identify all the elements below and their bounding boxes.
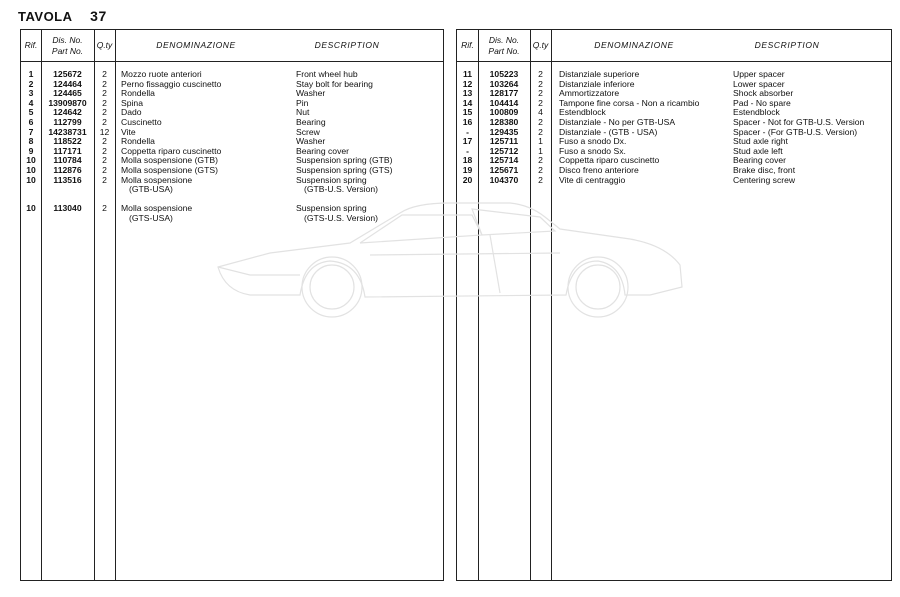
row-qty: 1 [538,136,543,147]
row-qty: 2 [102,78,107,89]
row-part-number: 124465 [53,88,82,99]
row-part-number: 125712 [489,145,519,156]
header-denominazione: DENOMINAZIONE [156,40,236,50]
car-watermark-illustration [210,195,690,320]
row-rif: 4 [28,97,34,108]
row-rif: - [466,145,469,156]
row-qty: 2 [538,126,543,137]
row-qty: 4 [538,107,543,118]
row-description: Estendblock [733,107,780,118]
header-rif: Rif. [24,40,38,50]
row-description: Upper spacer [733,69,785,79]
row-part-number: 125711 [489,136,519,147]
row-part-number: 124642 [53,107,82,118]
row-denominazione: Distanziale - No per GTB-USA [559,116,676,127]
row-part-number: 125671 [489,164,519,175]
tavola-number: 37 [90,8,107,24]
row-rif: 1 [28,69,34,79]
row-denominazione: Perno fissaggio cuscinetto [121,78,222,89]
page-title [18,8,107,24]
row-part-number: 125714 [489,155,519,166]
table-row [21,166,443,176]
row-part-number: 112799 [53,116,82,127]
row-description: Bearing [296,116,326,127]
table-row [457,166,891,176]
row-denominazione: Distanziale - (GTB - USA) [559,126,658,137]
row-qty: 2 [102,155,107,166]
row-description: Suspension spring [296,174,367,185]
row-description: Stud axle left [733,145,783,156]
row-denominazione: Coppetta riparo cuscinetto [559,155,660,166]
row-rif: 10 [26,203,36,214]
table-row [457,80,891,90]
row-part-number: 125672 [53,69,82,79]
row-rif: 5 [28,107,34,118]
table-row [21,70,443,80]
header-qty: Q.ty [532,40,549,50]
table-row [457,137,891,147]
row-rif: - [466,126,469,137]
row-rif: 18 [462,155,473,166]
row-description: Pin [296,97,309,108]
row-rif: 20 [462,174,473,185]
row-part-number: 128177 [489,88,519,99]
row-denominazione: (GTB-USA) [129,184,173,195]
row-description: Centering screw [733,174,796,185]
row-denominazione: Molla sospensione (GTS) [121,164,218,175]
row-rif: 8 [28,136,34,147]
row-description: Lower spacer [733,78,785,89]
row-denominazione: Vite di centraggio [559,174,626,185]
row-rif: 15 [462,107,473,118]
row-denominazione: Molla sospensione [121,203,193,214]
row-denominazione: Vite [121,126,136,137]
table-row [21,185,443,195]
row-denominazione: Dado [121,107,142,118]
header-divider [457,61,891,62]
row-rif: 11 [462,69,473,79]
row-description: Washer [296,88,326,99]
row-qty: 2 [102,88,107,99]
row-rif: 12 [462,78,473,89]
row-part-number: 110784 [53,155,82,166]
row-denominazione: Cuscinetto [121,116,162,127]
table-row [21,108,443,118]
row-part-number: 113040 [53,203,82,214]
row-part-number: 124464 [53,78,82,89]
rows-right [457,70,891,185]
row-qty: 2 [538,69,543,79]
tavola-label: TAVOLA [18,9,73,24]
row-description: Front wheel hub [296,69,358,79]
row-denominazione: Disco freno anteriore [559,164,639,175]
header-qty: Q.ty [96,40,113,50]
row-description: Screw [296,126,320,137]
row-qty: 2 [102,145,107,156]
row-qty: 2 [538,164,543,175]
row-part-number: 118522 [53,136,82,147]
row-part-number: 103264 [489,78,519,89]
row-qty: 2 [102,203,107,214]
row-qty: 2 [102,97,107,108]
row-part-number: 113516 [53,174,82,185]
table-row [21,99,443,109]
row-description: Bearing cover [733,155,787,166]
row-rif: 14 [462,97,473,108]
row-denominazione: Distanziale inferiore [559,78,635,89]
row-denominazione: Spina [121,97,143,108]
row-part-number: 105223 [489,69,519,79]
row-description: Stay bolt for bearing [296,78,373,89]
row-qty: 2 [102,69,107,79]
row-qty: 2 [538,88,543,99]
header-denominazione: DENOMINAZIONE [594,40,674,50]
row-part-number: 117171 [53,145,82,156]
header-description: DESCRIPTION [314,40,380,50]
row-denominazione: Fuso a snodo Dx. [559,136,627,147]
row-description: Nut [296,107,310,118]
row-description: Washer [296,136,326,147]
row-description: Brake disc, front [733,164,796,175]
row-rif: 13 [462,88,473,99]
row-rif: 17 [462,136,473,147]
row-rif: 19 [462,164,473,175]
row-part-number: 104414 [489,97,519,108]
row-qty: 2 [102,174,107,185]
row-denominazione: Rondella [121,136,155,147]
row-description: Pad - No spare [733,97,791,108]
row-description: (GTB-U.S. Version) [304,184,379,195]
row-denominazione: Distanziale superiore [559,69,640,79]
row-qty: 2 [538,78,543,89]
row-rif: 16 [462,116,473,127]
row-rif: 6 [28,116,34,127]
header-part-number: Dis. No. Part No. [488,34,520,56]
row-part-number: 129435 [489,126,519,137]
row-qty: 2 [102,107,107,118]
row-qty: 1 [538,145,543,156]
row-denominazione: Molla sospensione (GTB) [121,155,218,166]
row-rif: 10 [26,174,36,185]
row-part-number: 128380 [489,116,519,127]
row-description: Spacer - (For GTB-U.S. Version) [733,126,858,137]
row-description: Suspension spring (GTB) [296,155,393,166]
row-denominazione: Coppetta riparo cuscinetto [121,145,222,156]
row-denominazione: Rondella [121,88,155,99]
row-description: Stud axle right [733,136,788,147]
table-row [457,176,891,186]
row-rif: 7 [28,126,34,137]
row-denominazione: Estendblock [559,107,606,118]
table-row [457,128,891,138]
row-description: Shock absorber [733,88,794,99]
row-denominazione: Tampone fine corsa - Non a ricambio [559,97,700,108]
row-part-number: 14238731 [48,126,87,137]
row-denominazione: Mozzo ruote anteriori [121,69,202,79]
row-description: Suspension spring [296,203,367,214]
row-denominazione: Molla sospensione [121,174,193,185]
header-divider [21,61,443,62]
header-rif: Rif. [461,40,474,50]
row-rif: 10 [26,164,36,175]
table-row [21,128,443,138]
row-part-number: 104370 [489,174,519,185]
table-row [457,70,891,80]
header-part-number: Dis. No. Part No. [51,34,84,56]
row-qty: 2 [538,116,543,127]
header-description: DESCRIPTION [754,40,820,50]
row-qty: 12 [99,126,110,137]
row-rif: 3 [28,88,34,99]
table-row [21,137,443,147]
table-row [21,176,443,186]
row-description: Suspension spring (GTS) [296,164,393,175]
row-qty: 2 [102,116,107,127]
row-qty: 2 [538,174,543,185]
table-row [457,147,891,157]
row-denominazione: (GTS-USA) [129,212,173,223]
table-row [457,99,891,109]
row-rif: 9 [28,145,34,156]
row-denominazione: Ammortizzatore [559,88,620,99]
row-rif: 10 [26,155,36,166]
table-row [21,80,443,90]
row-qty: 2 [102,164,107,175]
table-row [457,156,891,166]
row-qty: 2 [102,136,107,147]
row-qty: 2 [538,97,543,108]
row-part-number: 112876 [53,164,82,175]
row-denominazione: Fuso a snodo Sx. [559,145,626,156]
row-rif: 2 [28,78,34,89]
row-part-number: 13909870 [48,97,87,108]
row-part-number: 100809 [489,107,519,118]
row-description: (GTS-U.S. Version) [304,212,379,223]
row-qty: 2 [538,155,543,166]
row-description: Spacer - Not for GTB-U.S. Version [733,116,865,127]
row-description: Bearing cover [296,145,350,156]
